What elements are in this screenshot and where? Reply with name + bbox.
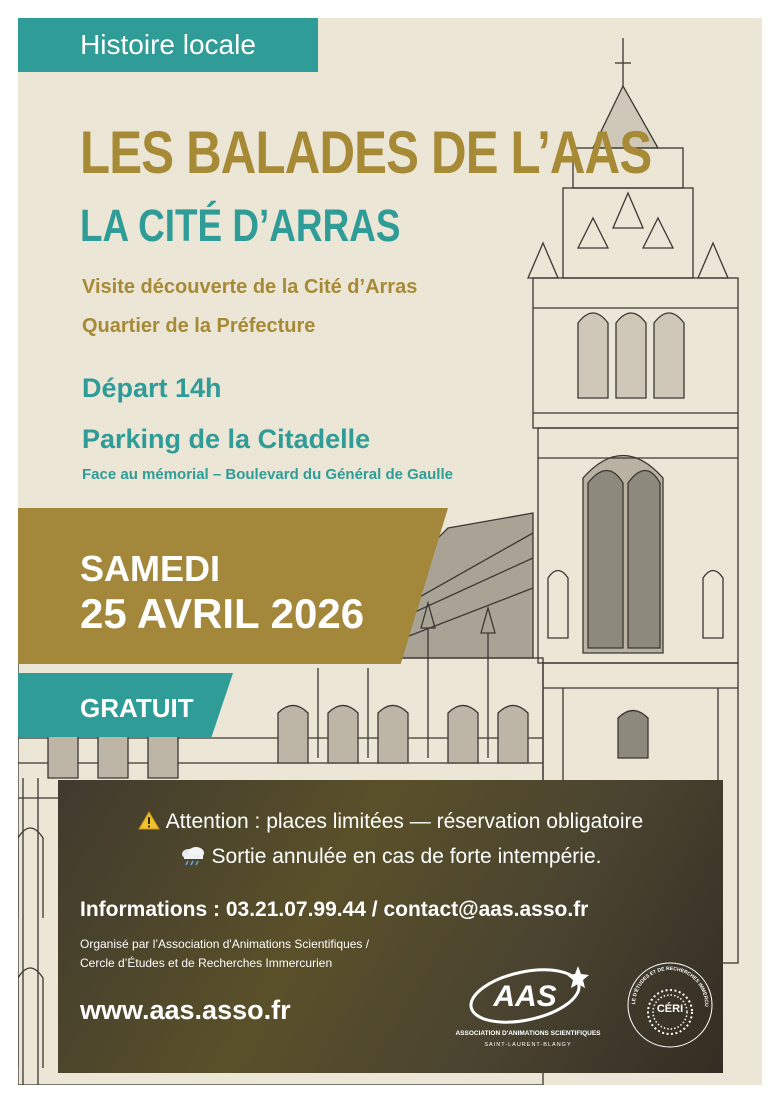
aas-place: SAINT-LAURENT-BLANGY [484, 1042, 572, 1048]
visit-description: Visite découverte de la Cité d’Arras [82, 276, 418, 298]
visit-district: Quartier de la Préfecture [82, 315, 316, 337]
contact-info: Informations : 03.21.07.99.44 / contact@aas.asso.fr [80, 898, 589, 921]
rain-text: Sortie annulée en cas de forte intempérie. [211, 845, 602, 868]
price-label: GRATUIT [80, 693, 194, 723]
organizer-line-2: Cercle d’Études et de Recherches Immercurien [80, 956, 333, 970]
aas-name: ASSOCIATION D'ANIMATIONS SCIENTIFIQUES [455, 1030, 601, 1037]
event-day: SAMEDI [80, 548, 221, 589]
website-link[interactable]: www.aas.asso.fr [80, 995, 291, 1025]
ceri-logo [625, 960, 715, 1050]
organizer-line-1: Organisé par l’Association d'Animations Scientifiques / [80, 937, 370, 951]
rain-cloud-icon [180, 845, 206, 869]
warning-text: Attention : places limitées — réservation obligatoire [165, 810, 644, 833]
departure-place: Parking de la Citadelle [82, 424, 371, 454]
category-tag: Histoire locale [18, 18, 318, 72]
departure-time: Départ 14h [82, 373, 222, 403]
poster-subtitle: LA CITÉ D’ARRAS [80, 200, 401, 251]
event-poster [18, 18, 762, 1085]
warning-icon [138, 810, 160, 834]
departure-detail: Face au mémorial – Boulevard du Général de Gaulle [82, 466, 453, 483]
svg-text:CÉRI: CÉRI [656, 1003, 684, 1015]
poster-title: LES BALADES DE L’AAS [80, 119, 652, 186]
warning-notice [58, 810, 723, 834]
svg-text:AAS: AAS [493, 980, 557, 1013]
rain-notice [58, 845, 723, 869]
info-panel [58, 780, 723, 1073]
event-date: 25 AVRIL 2026 [80, 590, 365, 637]
svg-text:CERCLE D'ÉTUDES ET DE RECHERCH: LE D'ÉTUDES ET DE RECHERCHES IMMERCU [630, 965, 710, 1007]
aas-logo [453, 958, 603, 1053]
